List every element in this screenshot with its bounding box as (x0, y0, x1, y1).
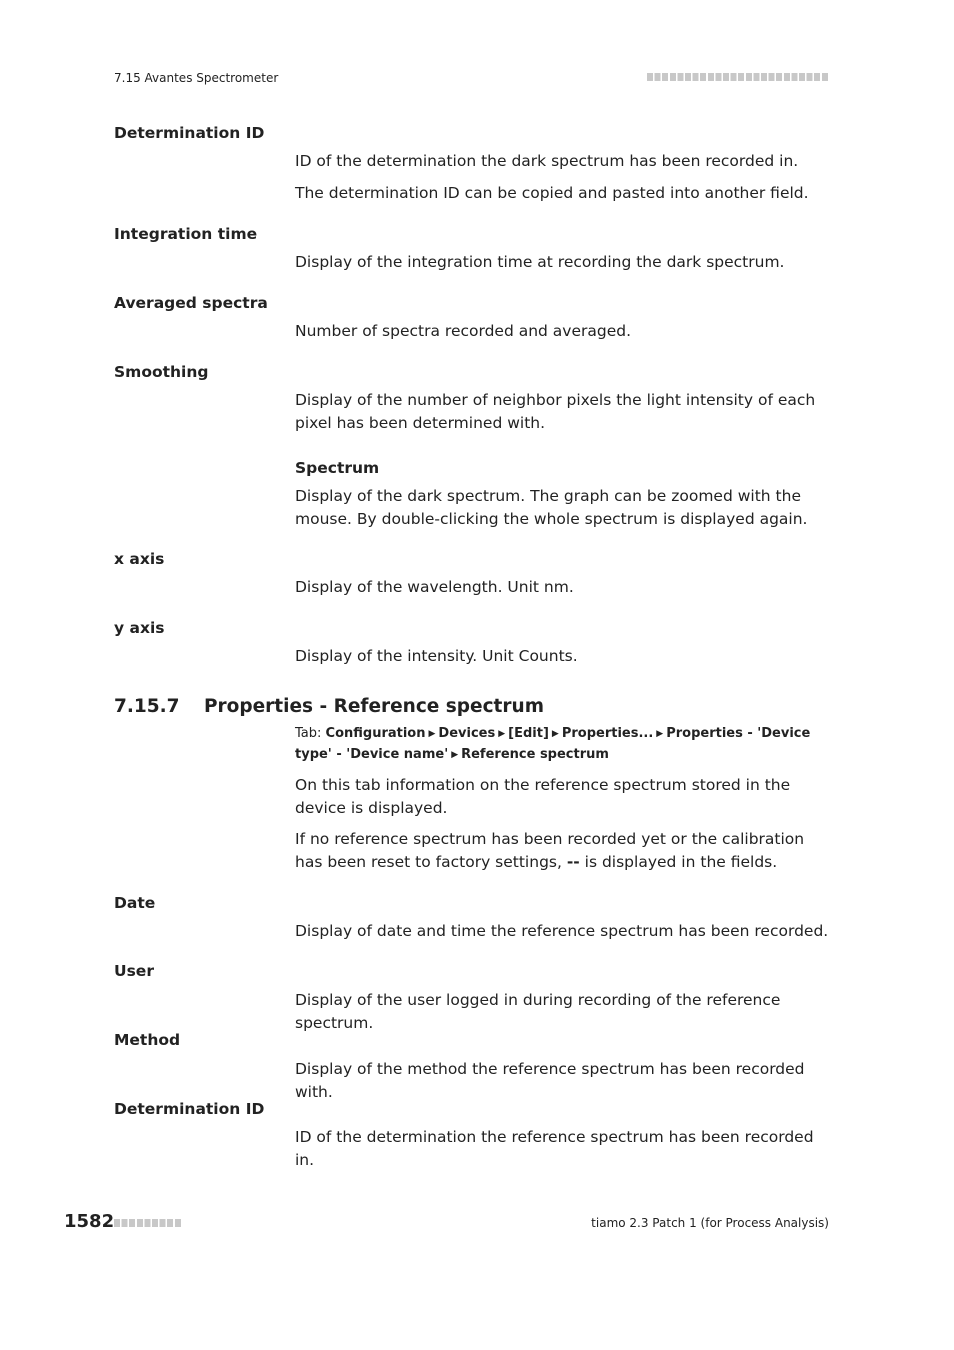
term-determination-id-ref: Determination ID (114, 1100, 265, 1118)
path-edit: [Edit] (508, 726, 549, 741)
path-arrow-icon: ▶ (656, 729, 664, 739)
term-smoothing: Smoothing (114, 363, 209, 381)
footer-product: tiamo 2.3 Patch 1 (for Process Analysis) (591, 1216, 829, 1230)
section-intro-1: On this tab information on the reference spectrum stored in the device is displayed. (295, 776, 791, 817)
term-integration-time: Integration time (114, 225, 258, 243)
desc-user: Display of the user logged in during recording of the reference spectrum. (295, 991, 781, 1032)
desc-x-axis: Display of the wavelength. Unit nm. (295, 578, 574, 596)
term-x-axis: x axis (114, 550, 165, 568)
subheading-spectrum: Spectrum (295, 459, 380, 477)
intro-2-text-b: is displayed in the fields. (584, 852, 778, 871)
section-title: Properties - Reference spectrum (204, 696, 544, 717)
path-arrow-icon: ▶ (551, 729, 559, 739)
section-intro-2 (295, 828, 830, 873)
tab-navigation-path (295, 724, 835, 766)
desc-determination-id: ID of the determination the dark spectrum has been recorded in. (295, 152, 799, 170)
term-averaged-spectra: Averaged spectra (114, 294, 268, 312)
desc-smoothing: Display of the number of neighbor pixels the light intensity of each pixel has been determined with. (295, 391, 816, 432)
term-method: Method (114, 1031, 181, 1049)
path-devices: Devices (438, 726, 496, 741)
header-decoration (647, 73, 829, 81)
section-number: 7.15.7 (114, 696, 180, 717)
path-configuration: Configuration (325, 726, 426, 741)
footer-decoration (114, 1219, 182, 1227)
path-arrow-icon: ▶ (498, 729, 506, 739)
desc-determination-id-ref: ID of the determination the reference spectrum has been recorded in. (295, 1128, 814, 1169)
term-user: User (114, 962, 154, 980)
desc-date: Display of date and time the reference spectrum has been recorded. (295, 922, 829, 940)
desc-spectrum: Display of the dark spectrum. The graph can be zoomed with the mouse. By double-clicking the whole spectrum is displayed again. (295, 487, 808, 528)
path-properties: Properties... (561, 726, 654, 741)
desc-integration-time: Display of the integration time at recording the dark spectrum. (295, 253, 785, 271)
desc-determination-id-copy: The determination ID can be copied and pasted into another field. (295, 184, 809, 202)
running-header-section: 7.15 Avantes Spectrometer (114, 71, 279, 85)
path-properties-device: Properties - 'Device type' - 'Device name' (295, 726, 811, 762)
tab-label: Tab: (295, 726, 322, 741)
path-reference-spectrum: Reference spectrum (461, 747, 609, 762)
term-date: Date (114, 894, 156, 912)
desc-y-axis: Display of the intensity. Unit Counts. (295, 647, 578, 665)
desc-method: Display of the method the reference spectrum has been recorded with. (295, 1060, 805, 1101)
path-arrow-icon: ▶ (428, 729, 436, 739)
intro-2-dash: -- (566, 852, 580, 871)
page-number: 1582 (64, 1211, 115, 1232)
term-y-axis: y axis (114, 619, 165, 637)
intro-2-text-a: If no reference spectrum has been recorded yet or the calibration has been reset to factory settings, (295, 830, 805, 871)
path-arrow-icon: ▶ (451, 750, 459, 760)
desc-averaged-spectra: Number of spectra recorded and averaged. (295, 322, 632, 340)
term-determination-id: Determination ID (114, 124, 265, 142)
